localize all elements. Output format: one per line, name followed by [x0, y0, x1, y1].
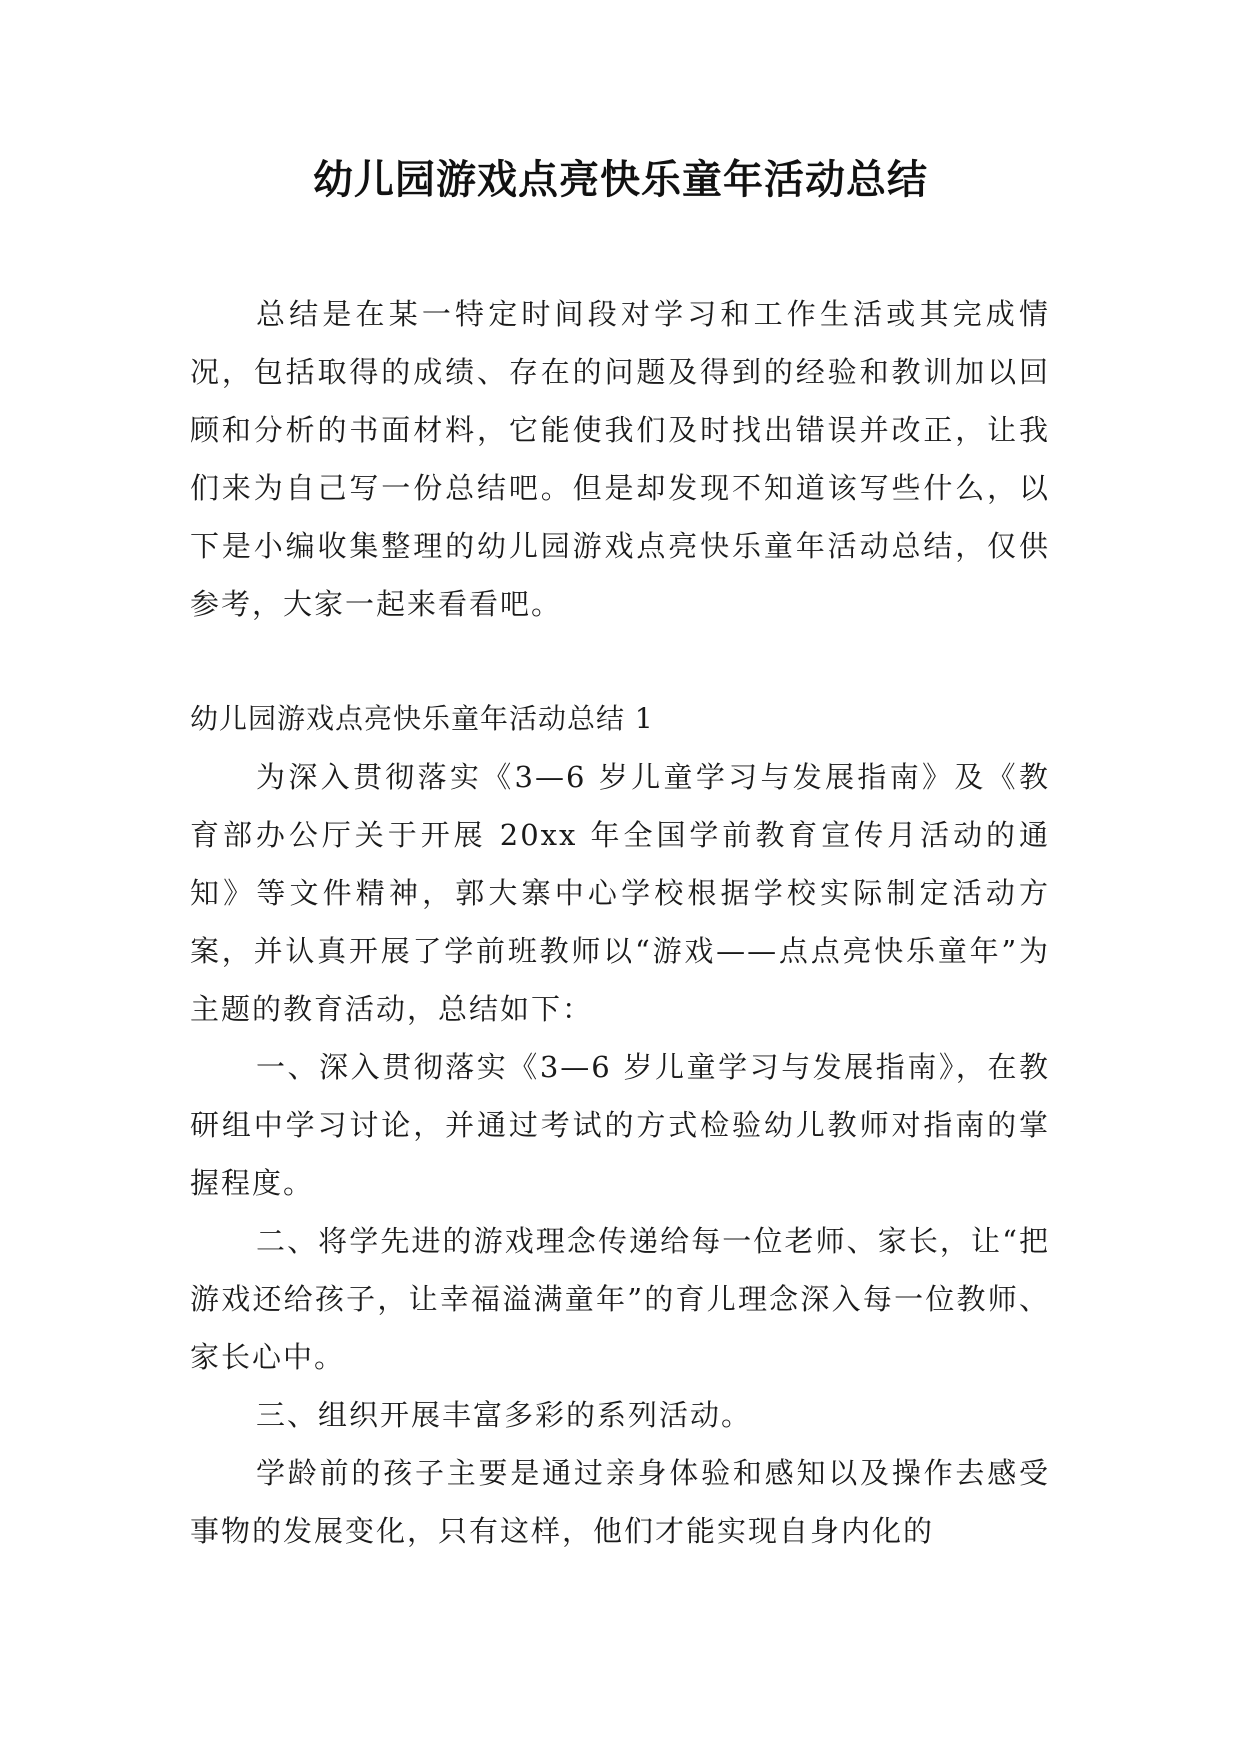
summary-section: [190, 690, 1050, 1560]
section-title: 幼儿园游戏点亮快乐童年活动总结 1: [190, 702, 654, 735]
document-title: 幼儿园游戏点亮快乐童年活动总结: [313, 157, 928, 203]
body-paragraph-2: 一、深入贯彻落实《3—6 岁儿童学习与发展指南》，在教研组中学习讨论，并通过考试的方式检验幼儿教师对指南的掌握程度。: [190, 1050, 1050, 1200]
body-paragraph-3: 二、将学先进的游戏理念传递给每一位老师、家长，让“把游戏还给孩子，让幸福溢满童年”的育儿理念深入每一位教师、家长心中。: [190, 1224, 1050, 1374]
body-paragraph-5: 学龄前的孩子主要是通过亲身体验和感知以及操作去感受事物的发展变化，只有这样，他们才能实现自身内化的: [190, 1456, 1050, 1548]
body-paragraph-1: 为深入贯彻落实《3—6 岁儿童学习与发展指南》及《教育部办公厅关于开展 20xx 年全国学前教育宣传月活动的通知》等文件精神，郭大寨中心学校根据学校实际制定活动方案，并认真开展了学前班教师以“游戏——点点亮快乐童年”为主题的教育活动，总结如下：: [190, 760, 1050, 1026]
intro-section: [190, 285, 1050, 633]
body-paragraph-4: 三、组织开展丰富多彩的系列活动。: [256, 1398, 753, 1432]
intro-paragraph: 总结是在某一特定时间段对学习和工作生活或其完成情况，包括取得的成绩、存在的问题及得到的经验和教训加以回顾和分析的书面材料，它能使我们及时找出错误并改正，让我们来为自己写一份总结吧。但是却发现不知道该写些什么，以下是小编收集整理的幼儿园游戏点亮快乐童年活动总结，仅供参考，大家一起来看看吧。: [190, 297, 1050, 621]
